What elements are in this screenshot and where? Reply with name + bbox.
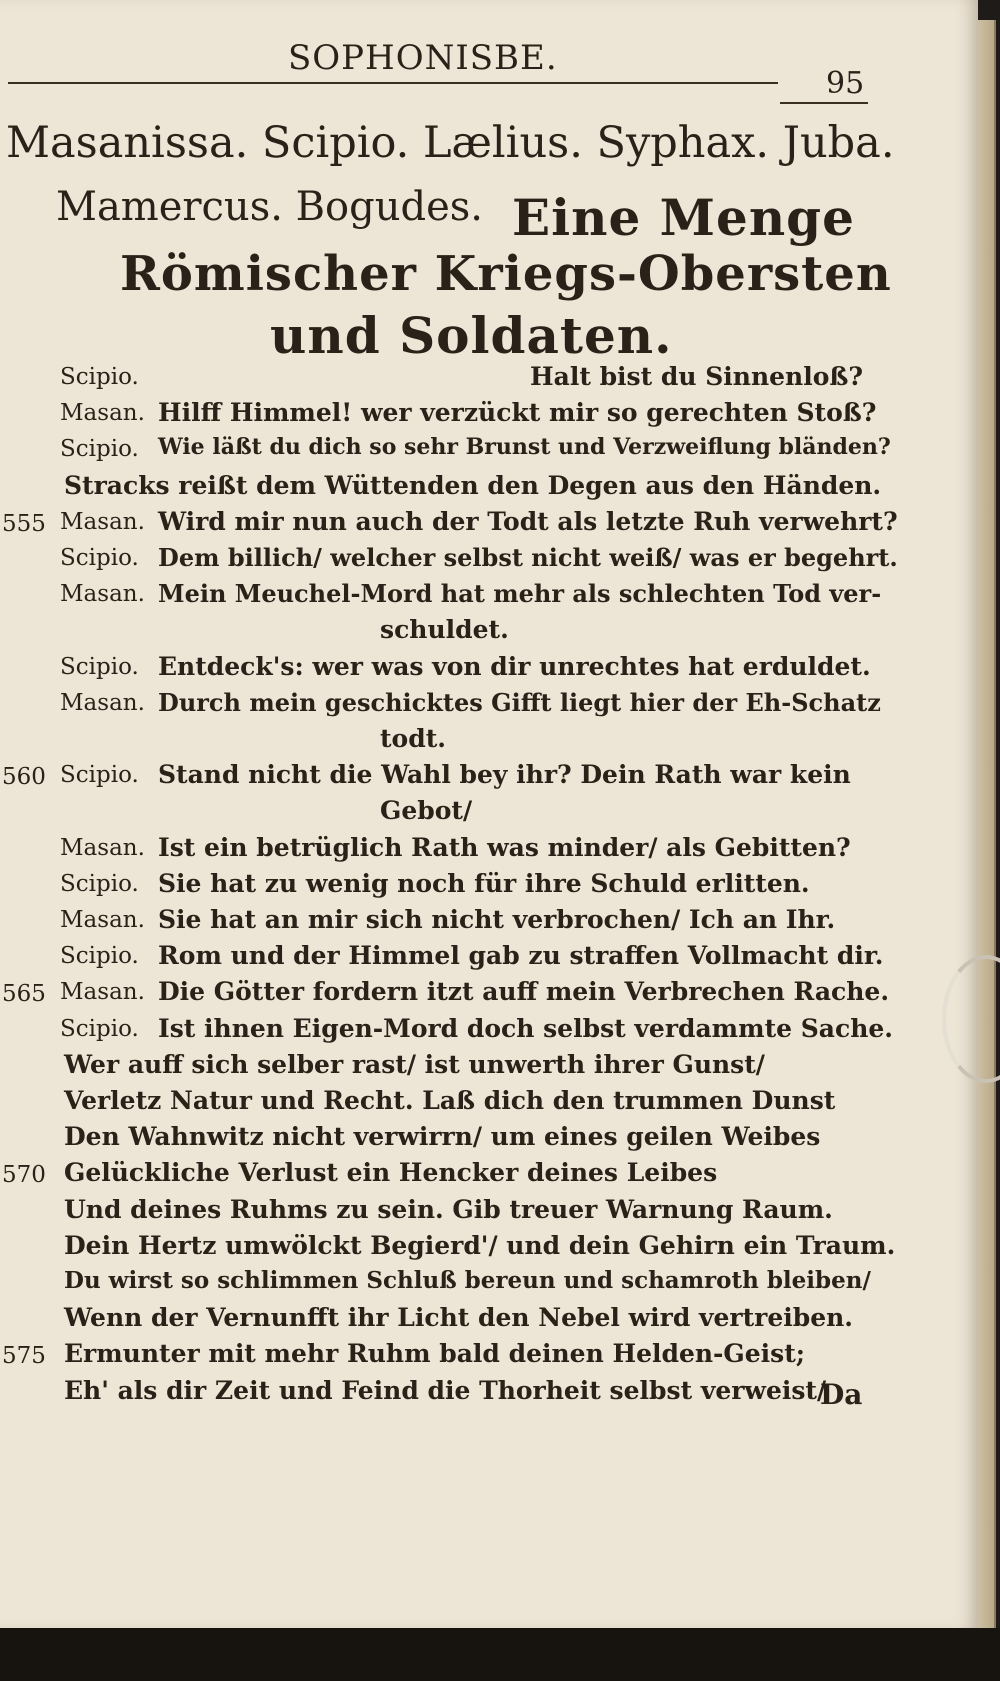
- verse-line: Gebot/: [380, 796, 473, 826]
- verse-line: Wie läßt du dich so sehr Brunst und Verzweiflung bländen?: [158, 434, 891, 461]
- speaker-name: Scipio.: [60, 653, 139, 680]
- verse-line: Wird mir nun auch der Todt als letzte Ruh verwehrt?: [158, 506, 898, 536]
- verse-line: Ermunter mit mehr Ruhm bald deinen Helden-Geist;: [64, 1339, 806, 1369]
- verse-line: Sie hat an mir sich nicht verbrochen/ Ich an Ihr.: [158, 905, 836, 934]
- verse-line: Stand nicht die Wahl bey ihr? Dein Rath war kein: [158, 760, 851, 790]
- verse-line: Mein Meuchel-Mord hat mehr als schlechten Tod ver-: [158, 579, 882, 609]
- verse-line: Wenn der Vernunfft ihr Licht den Nebel wird vertreiben.: [64, 1303, 853, 1333]
- line-number: 575: [2, 1343, 46, 1370]
- verse-line: Rom und der Himmel gab zu straffen Vollmacht dir.: [158, 941, 884, 971]
- persons-line-4: und Soldaten.: [270, 306, 673, 365]
- line-number: 565: [2, 981, 46, 1008]
- speaker-name: Masan.: [60, 689, 145, 716]
- verse-line: Hilff Himmel! wer verzückt mir so gerechten Stoß?: [158, 398, 877, 428]
- speaker-name: Masan.: [60, 979, 145, 1006]
- speaker-name: Scipio.: [60, 943, 139, 970]
- header-rule: [8, 82, 778, 84]
- verse-line: Sie hat zu wenig noch für ihre Schuld erlitten.: [158, 868, 810, 898]
- speaker-name: Masan.: [60, 400, 145, 427]
- verse-line: Durch mein geschicktes Gifft liegt hier der Eh-Schatz: [158, 687, 881, 717]
- verse-line: Stracks reißt dem Wüttenden den Degen aus den Händen.: [64, 470, 882, 500]
- page-number: 95: [826, 66, 865, 101]
- verse-line: schuldet.: [380, 615, 509, 645]
- verse-line: Ist ihnen Eigen-Mord doch selbst verdammte Sache.: [158, 1013, 893, 1043]
- verse-line: Du wirst so schlimmen Schluß bereun und schamroth bleiben/: [64, 1267, 871, 1294]
- verse-line: Den Wahnwitz nicht verwirrn/ um eines geilen Weibes: [64, 1122, 821, 1152]
- verse-line: Gelückliche Verlust ein Hencker deines Leibes: [64, 1158, 718, 1188]
- line-number: 555: [2, 510, 46, 537]
- speaker-name: Scipio.: [60, 870, 139, 897]
- verse-line: Und deines Ruhms zu sein. Gib treuer Warnung Raum.: [64, 1194, 833, 1224]
- persons-line-2-fraktur: Eine Menge: [512, 188, 855, 247]
- verse-line: Eh' als dir Zeit und Feind die Thorheit selbst verweist/: [64, 1375, 827, 1405]
- speaker-name: Masan.: [60, 508, 145, 535]
- verse-line: Verletz Natur und Recht. Laß dich den trummen Dunst: [64, 1086, 836, 1115]
- speaker-name: Masan.: [60, 834, 145, 861]
- running-title: SOPHONISBE.: [288, 38, 558, 78]
- line-number: 570: [2, 1162, 46, 1189]
- speaker-name: Scipio.: [60, 545, 139, 571]
- verse-line: Wer auff sich selber rast/ ist unwerth ihrer Gunst/: [64, 1049, 765, 1079]
- verse-line: Die Götter fordern itzt auff mein Verbrechen Rache.: [158, 977, 890, 1007]
- verse-line: todt.: [380, 724, 446, 753]
- persons-line-1: Masanissa. Scipio. Lælius. Syphax. Juba.: [6, 118, 895, 168]
- speaker-name: Scipio.: [60, 1015, 139, 1042]
- verse-line: Halt bist du Sinnenloß?: [530, 362, 864, 391]
- persons-line-3: Römischer Kriegs-Obersten: [120, 246, 892, 302]
- persons-line-2: Mamercus. Bogudes.: [56, 184, 484, 230]
- line-number: 560: [2, 764, 46, 791]
- scan-border: [0, 1628, 1000, 1681]
- page-number-rule: [780, 102, 868, 104]
- speaker-name: Scipio.: [60, 436, 139, 463]
- catchword: Da: [820, 1378, 863, 1411]
- speaker-name: Scipio.: [60, 762, 139, 789]
- verse-line: Dein Hertz umwölckt Begierd'/ und dein Gehirn ein Traum.: [64, 1230, 896, 1260]
- speaker-name: Masan.: [60, 581, 145, 608]
- verse-line: Dem billich/ welcher selbst nicht weiß/ was er begehrt.: [158, 543, 898, 572]
- speaker-name: Masan.: [60, 907, 145, 933]
- verse-line: Entdeck's: wer was von dir unrechtes hat erduldet.: [158, 651, 871, 681]
- speaker-name: Scipio.: [60, 364, 139, 390]
- verse-line: Ist ein betrüglich Rath was minder/ als Gebitten?: [158, 832, 851, 862]
